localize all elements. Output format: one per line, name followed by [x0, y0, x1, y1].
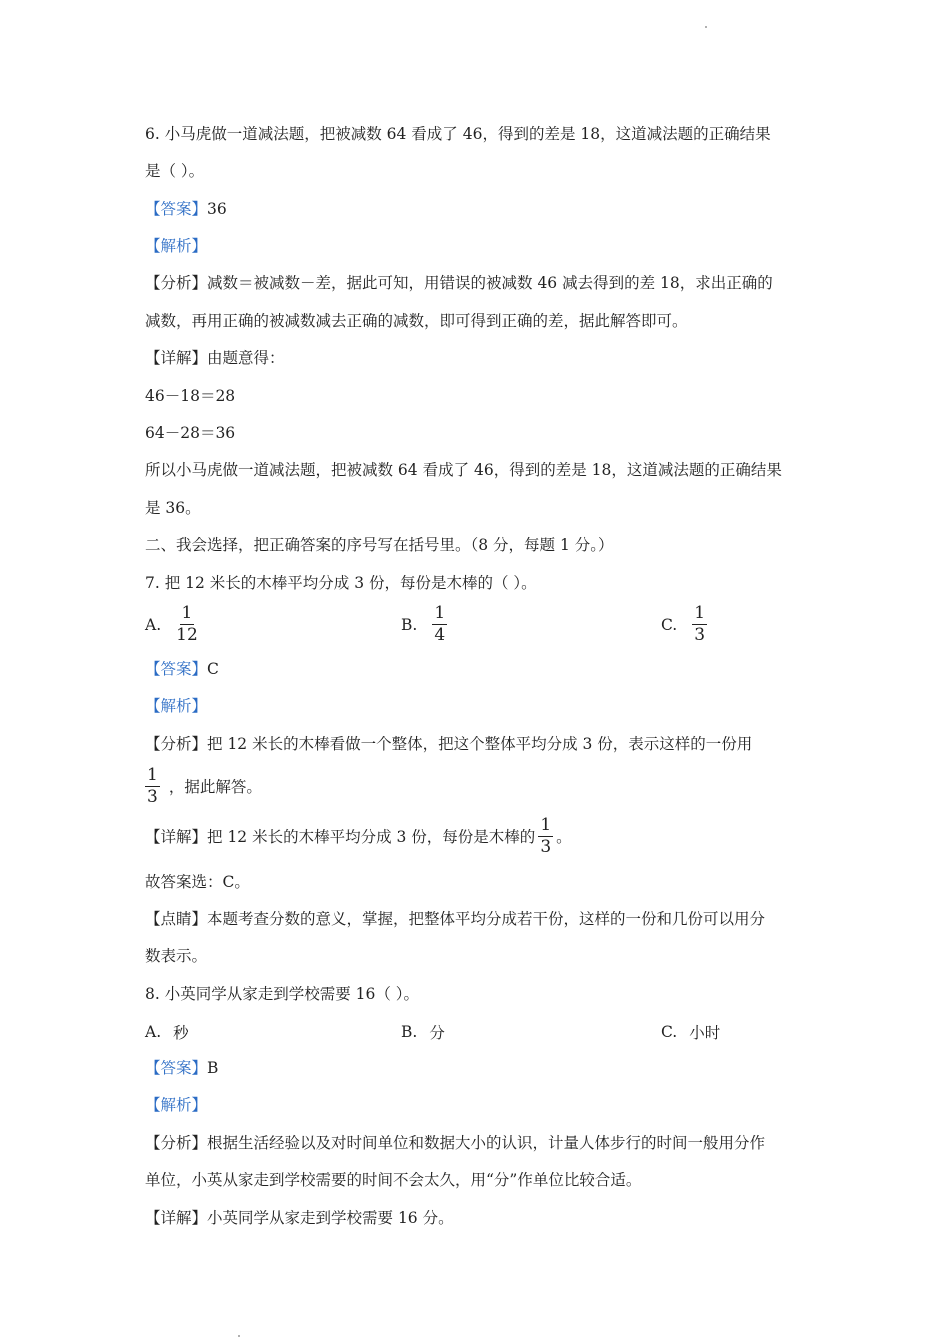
q7-option-b — [401, 604, 450, 645]
analysis-tag: 【分析】 — [145, 1134, 208, 1152]
answer-value: C — [207, 660, 219, 678]
answer-tag: 【答案】 — [145, 1059, 208, 1077]
answer-tag: 【答案】 — [145, 660, 208, 678]
option-letter: C. — [661, 1023, 678, 1041]
denominator: 3 — [540, 837, 552, 857]
fraction — [692, 604, 707, 645]
analysis-text: 减数＝被减数－差，据此可知，用错误的被减数 46 减去得到的差 18，求出正确的 — [207, 274, 773, 292]
analysis-text: 把 12 米长的木棒看做一个整体，把这个整体平均分成 3 份，表示这样的一份用 — [207, 735, 753, 753]
q6-jiexi-tag: 【解析】 — [145, 237, 208, 255]
answer-tag: 【答案】 — [145, 200, 208, 218]
numerator: 1 — [434, 603, 446, 623]
detail-suffix: 。 — [556, 827, 572, 846]
analysis-text: 根据生活经验以及对时间单位和数据大小的认识，计量人体步行的时间一般用分作 — [207, 1134, 766, 1152]
q7-answer — [145, 659, 219, 679]
q6-question-line1: 6. 小马虎做一道减法题，把被减数 64 看成了 46，得到的差是 18，这道减法题的正确结果 — [145, 125, 771, 143]
q6-conclusion-line2: 是 36。 — [145, 499, 201, 517]
option-text: 分 — [429, 1024, 445, 1042]
denominator: 3 — [694, 625, 706, 645]
q8-jiexi-tag: 【解析】 — [145, 1096, 208, 1114]
q6-detail — [145, 348, 285, 368]
option-text: 小时 — [689, 1024, 721, 1042]
q8-analysis-line2: 单位，小英从家走到学校需要的时间不会太久，用“分”作单位比较合适。 — [145, 1171, 642, 1189]
q6-equation-2: 64－28＝36 — [145, 424, 236, 442]
q7-choose: 故答案选：C。 — [145, 873, 250, 891]
numerator: 1 — [147, 765, 158, 785]
q7-option-c — [661, 604, 710, 645]
answer-value: 36 — [207, 200, 227, 218]
page-speck-bottom — [238, 1335, 240, 1337]
option-letter: B. — [401, 615, 418, 634]
answer-value: B — [207, 1059, 219, 1077]
denominator: 4 — [434, 625, 446, 645]
denominator: 3 — [147, 787, 158, 807]
q8-question: 8. 小英同学从家走到学校需要 16（ ）。 — [145, 985, 420, 1003]
q6-answer — [145, 199, 227, 219]
denominator: 12 — [176, 625, 198, 645]
numerator: 1 — [181, 603, 193, 623]
q8-detail — [145, 1208, 454, 1228]
q6-conclusion-line1: 所以小马虎做一道减法题，把被减数 64 看成了 46，得到的差是 18，这道减法题的正确结果 — [145, 461, 782, 479]
detail-tag: 【详解】 — [145, 1209, 208, 1227]
detail-text: 由题意得： — [207, 349, 285, 367]
q6-analysis-line1 — [145, 273, 773, 293]
q7-option-a — [145, 604, 201, 645]
q8-option-c — [661, 1021, 720, 1043]
analysis-tag: 【分析】 — [145, 735, 208, 753]
numerator: 1 — [694, 603, 706, 623]
q7-point-line2: 数表示。 — [145, 947, 208, 965]
option-letter: A. — [145, 615, 162, 634]
q7-analysis-line2 — [142, 766, 262, 807]
q8-analysis-line1 — [145, 1133, 765, 1153]
option-text: 秒 — [173, 1024, 189, 1042]
q7-point-line1 — [145, 909, 765, 929]
page-speck-top — [705, 26, 707, 28]
q7-jiexi-tag: 【解析】 — [145, 697, 208, 715]
detail-text: 小英同学从家走到学校需要 16 分。 — [207, 1209, 454, 1227]
point-tag: 【点睛】 — [145, 910, 208, 928]
section2-heading: 二、我会选择，把正确答案的序号写在括号里。（8 分，每题 1 分。） — [145, 536, 614, 554]
option-letter: C. — [661, 615, 678, 634]
detail-tag: 【详解】 — [145, 349, 208, 367]
analysis-suffix: ，据此解答。 — [168, 777, 262, 796]
detail-fraction — [538, 816, 553, 857]
detail-text: 把 12 米长的木棒平均分成 3 份，每份是木棒的 — [207, 827, 536, 846]
q6-equation-1: 46－18＝28 — [145, 387, 236, 405]
q7-question: 7. 把 12 米长的木棒平均分成 3 份，每份是木棒的（ ）。 — [145, 574, 537, 592]
q7-analysis-line1 — [145, 734, 752, 754]
q6-question-line2: 是（ ）。 — [145, 162, 205, 180]
option-letter: B. — [401, 1023, 418, 1041]
numerator: 1 — [540, 815, 552, 835]
option-letter: A. — [145, 1023, 162, 1041]
q8-option-b — [401, 1021, 445, 1043]
analysis-tag: 【分析】 — [145, 274, 208, 292]
analysis-fraction — [145, 766, 160, 807]
q8-answer — [145, 1058, 218, 1078]
point-text: 本题考查分数的意义，掌握，把整体平均分成若干份，这样的一份和几份可以用分 — [207, 910, 766, 928]
fraction — [176, 604, 198, 645]
detail-tag: 【详解】 — [145, 827, 208, 846]
q7-detail — [145, 816, 572, 857]
q6-analysis-line2: 减数，再用正确的被减数减去正确的减数，即可得到正确的差，据此解答即可。 — [145, 312, 688, 330]
fraction — [432, 604, 447, 645]
q8-option-a — [145, 1021, 189, 1043]
